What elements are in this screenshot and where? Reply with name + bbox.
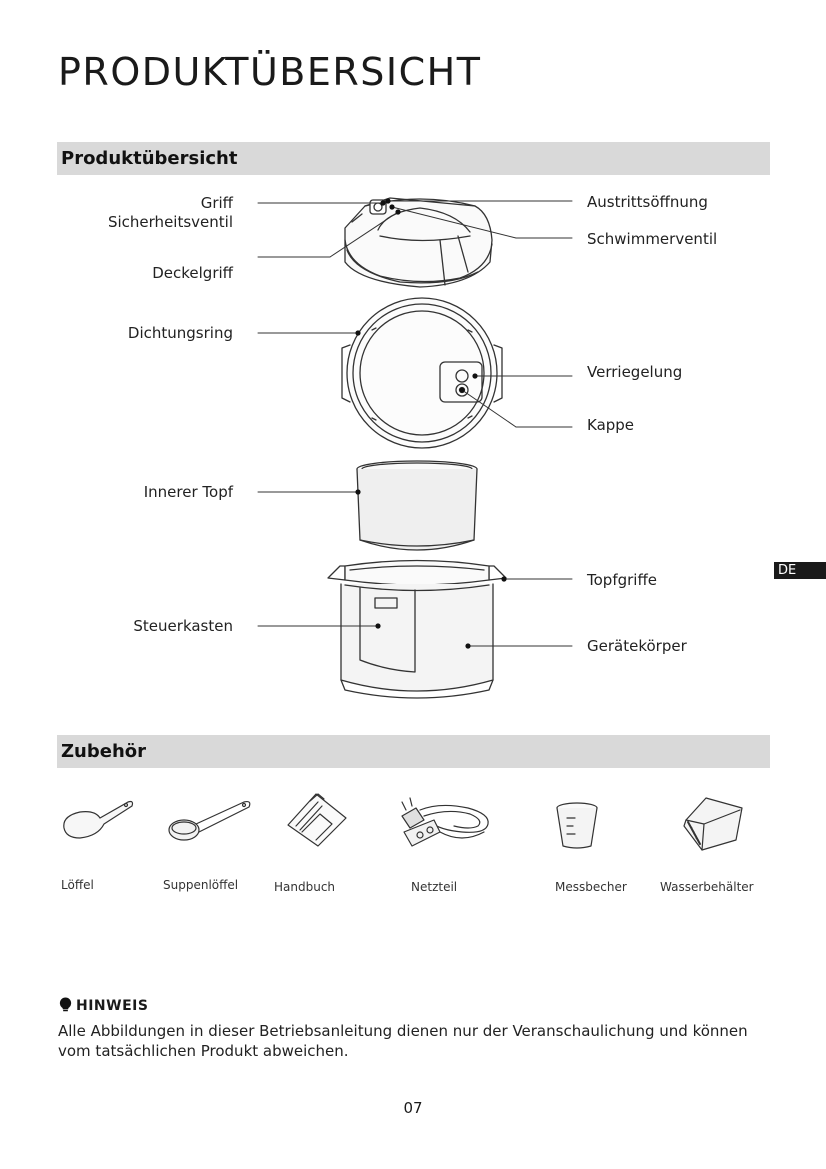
- label-sicherheitsventil: Sicherheitsventil: [107, 213, 233, 231]
- manual-booklet-icon: [288, 794, 346, 846]
- accessory-label-loeffel: Löffel: [61, 878, 94, 892]
- base-unit-illustration: [328, 561, 506, 699]
- note-heading-label: HINWEIS: [76, 998, 149, 1014]
- soup-ladle-icon: [169, 802, 250, 840]
- accessory-label-wasserbehaelter: Wasserbehälter: [660, 880, 754, 894]
- label-schwimmerventil: Schwimmerventil: [587, 230, 718, 248]
- label-austrittsoeffnung: Austrittsöffnung: [587, 193, 708, 211]
- label-steuerkasten: Steuerkasten: [133, 617, 233, 635]
- accessory-label-handbuch: Handbuch: [274, 880, 336, 894]
- page-number: 07: [403, 1099, 423, 1117]
- accessories-illustrations: [0, 780, 826, 890]
- section-heading-label: Zubehör: [61, 741, 147, 762]
- power-cord-icon: [402, 798, 488, 846]
- label-topfgriffe: Topfgriffe: [587, 571, 658, 589]
- note-heading: [58, 997, 148, 1014]
- accessory-label-messbecher: Messbecher: [555, 880, 627, 894]
- label-geraetekoerper: Gerätekörper: [587, 637, 687, 655]
- label-innerer-topf: Innerer Topf: [143, 483, 233, 501]
- lightbulb-icon: [58, 997, 73, 1012]
- lid-underside-illustration: [342, 298, 502, 448]
- section-heading-label: Produktübersicht: [61, 148, 238, 169]
- accessory-label-suppenloeffel: Suppenlöffel: [163, 878, 239, 892]
- section-heading-accessories: [57, 735, 770, 768]
- page-title: PRODUKTÜBERSICHT: [58, 50, 482, 94]
- measuring-cup-icon: [557, 803, 597, 848]
- note-text: Alle Abbildungen in dieser Betriebsanleitung dienen nur der Veranschaulichung und können vom tatsächlichen Produkt abweichen.: [58, 1022, 748, 1060]
- accessory-label-netzteil: Netzteil: [411, 880, 458, 894]
- language-tab: DE: [774, 562, 826, 579]
- label-griff: Griff: [200, 194, 233, 212]
- lid-illustration: [345, 198, 492, 287]
- rice-spoon-icon: [64, 802, 133, 839]
- water-container-icon: [684, 798, 742, 850]
- label-kappe: Kappe: [587, 416, 635, 434]
- label-verriegelung: Verriegelung: [587, 363, 683, 381]
- label-dichtungsring: Dichtungsring: [127, 324, 233, 342]
- inner-pot-illustration: [357, 461, 477, 550]
- label-deckelgriff: Deckelgriff: [152, 264, 233, 282]
